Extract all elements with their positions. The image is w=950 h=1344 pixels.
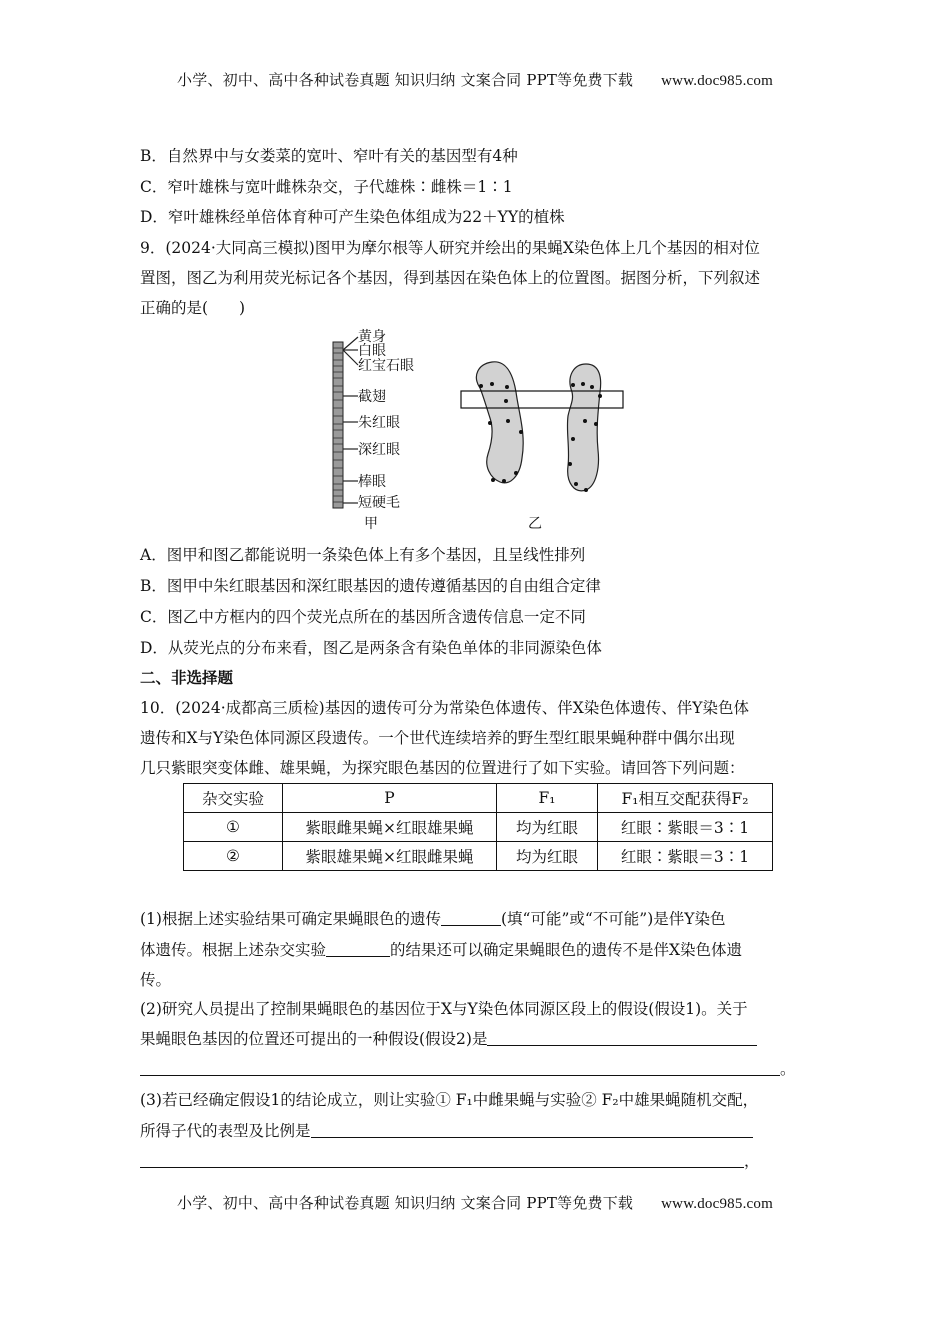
q10-stem-text1: 基因的遗传可分为常染色体遗传、伴X染色体遗传、伴Y染色体 — [324, 699, 749, 717]
q10-part3-line1: (3)若已经确定假设1的结论成立，则让实验① F₁中雌果蝇与实验② F₂中雄果蝇随机交配， — [140, 1091, 759, 1109]
answer-blank[interactable] — [326, 941, 390, 957]
q10-part2-line3 — [140, 1057, 796, 1079]
q9-stem-line3: 正确的是( ) — [140, 299, 246, 317]
page-footer — [0, 1192, 950, 1213]
q10-part2-line1: (2)研究人员提出了控制果蝇眼色的基因位于X与Y染色体同源区段上的假设(假设1)。关于 — [140, 1000, 748, 1018]
page-header — [0, 69, 950, 90]
table-row — [184, 813, 773, 842]
q8-option-c: C．窄叶雄株与宽叶雌株杂交，子代雄株∶雌株＝1∶1 — [140, 178, 513, 196]
chromosome-b-right — [567, 364, 602, 492]
q10-part1-line3: 传。 — [140, 971, 172, 989]
table-header-cell: F₁ — [497, 784, 598, 813]
q10-part2-text-b: 果蝇眼色基因的位置还可提出的一种假设(假设2)是 — [140, 1030, 488, 1048]
answer-blank[interactable] — [487, 1030, 757, 1046]
q10-part3-text-b: 所得子代的表型及比例是 — [140, 1122, 311, 1140]
table-cell: 红眼∶紫眼＝3∶1 — [598, 842, 773, 871]
q10-source: (2024·成都高三质检) — [175, 699, 325, 717]
figure-a-label: 甲 — [364, 516, 378, 532]
q10-part2-end: 。 — [780, 1060, 796, 1078]
q10-part3-end: ， — [744, 1152, 760, 1170]
q9-option-b: B．图甲中朱红眼基因和深红眼基因的遗传遵循基因的自由组合定律 — [140, 577, 601, 595]
header-url[interactable]: www.doc985.com — [661, 73, 773, 89]
q10-stem-line2: 遗传和X与Y染色体同源区段遗传。一个世代连续培养的野生型红眼果蝇种群中偶尔出现 — [140, 729, 735, 747]
table-header-row — [184, 784, 773, 813]
q9-option-d: D．从荧光点的分布来看，图乙是两条含有染色单体的非同源染色体 — [140, 639, 602, 657]
answer-blank[interactable] — [140, 1060, 780, 1076]
q9-source: (2024·大同高三模拟) — [165, 239, 315, 257]
table-cell: 紫眼雌果蝇×红眼雄果蝇 — [283, 813, 497, 842]
q10-number: 10． — [140, 699, 176, 717]
answer-blank[interactable] — [140, 1152, 744, 1168]
table-header-cell: P — [283, 784, 497, 813]
q9-stem-line2: 置图，图乙为利用荧光标记各个基因，得到基因在染色体上的位置图。据图分析，下列叙述 — [140, 269, 761, 287]
q10-part1-text-a: (1)根据上述实验结果可确定果蝇眼色的遗传 — [140, 910, 441, 928]
q10-stem-line3: 几只紫眼突变体雌、雄果蝇，为探究眼色基因的位置进行了如下实验。请回答下列问题： — [140, 759, 745, 777]
q10-part1-text-c: 体遗传。根据上述杂交实验 — [140, 941, 327, 959]
gene-label: 白眼 — [358, 343, 386, 359]
q10-part2-line2 — [140, 1027, 757, 1049]
q9-stem-line1 — [140, 236, 760, 258]
gene-label: 黄身 — [358, 329, 386, 345]
gene-label: 棒眼 — [358, 474, 386, 490]
q10-part1-line2 — [140, 938, 742, 960]
table-header-cell: 杂交实验 — [184, 784, 283, 813]
table-cell: 紫眼雄果蝇×红眼雌果蝇 — [283, 842, 497, 871]
gene-label: 短硬毛 — [358, 495, 400, 511]
experiment-table — [183, 783, 773, 871]
q9-number: 9． — [140, 239, 166, 257]
gene-label: 截翅 — [358, 389, 386, 405]
q10-part1-text-d: 的结果还可以确定果蝇眼色的遗传不是伴X染色体遗 — [390, 941, 743, 959]
figure-b-label: 乙 — [528, 516, 542, 532]
table-row — [184, 842, 773, 871]
q9-stem-text1: 图甲为摩尔根等人研究并绘出的果蝇X染色体上几个基因的相对位 — [314, 239, 760, 257]
answer-blank[interactable] — [441, 910, 501, 926]
chromosome-bar-a — [333, 337, 358, 508]
q8-option-d: D．窄叶雄株经单倍体育种可产生染色体组成为22＋YY的植株 — [140, 208, 565, 226]
gene-label: 朱红眼 — [358, 415, 400, 431]
q10-stem-line1 — [140, 696, 749, 718]
gene-label: 红宝石眼 — [358, 358, 414, 374]
table-header-cell: F₁相互交配获得F₂ — [598, 784, 773, 813]
chromosome-b-left — [476, 362, 523, 483]
q9-option-c: C．图乙中方框内的四个荧光点所在的基因所含遗传信息一定不同 — [140, 608, 586, 626]
footer-url[interactable]: www.doc985.com — [661, 1196, 773, 1212]
q10-part1-text-b: (填“可能”或“不可能”)是伴Y染色 — [500, 910, 726, 928]
gene-label: 深红眼 — [358, 442, 400, 458]
q10-part3-line3 — [140, 1149, 760, 1171]
answer-blank[interactable] — [311, 1122, 753, 1138]
header-text: 小学、初中、高中各种试卷真题 知识归纳 文案合同 PPT等免费下载 — [177, 71, 634, 89]
section-heading: 二、非选择题 — [140, 668, 234, 687]
q9-figure — [320, 326, 640, 534]
table-cell: 红眼∶紫眼＝3∶1 — [598, 813, 773, 842]
footer-text: 小学、初中、高中各种试卷真题 知识归纳 文案合同 PPT等免费下载 — [177, 1194, 634, 1212]
q9-option-a: A．图甲和图乙都能说明一条染色体上有多个基因，且呈线性排列 — [140, 546, 586, 564]
table-cell: ① — [184, 813, 283, 842]
q8-option-b: B．自然界中与女娄菜的宽叶、窄叶有关的基因型有4种 — [140, 147, 518, 165]
table-cell: 均为红眼 — [497, 842, 598, 871]
table-cell: ② — [184, 842, 283, 871]
q10-part3-line2 — [140, 1119, 753, 1141]
q10-part1-line1 — [140, 907, 726, 929]
table-cell: 均为红眼 — [497, 813, 598, 842]
